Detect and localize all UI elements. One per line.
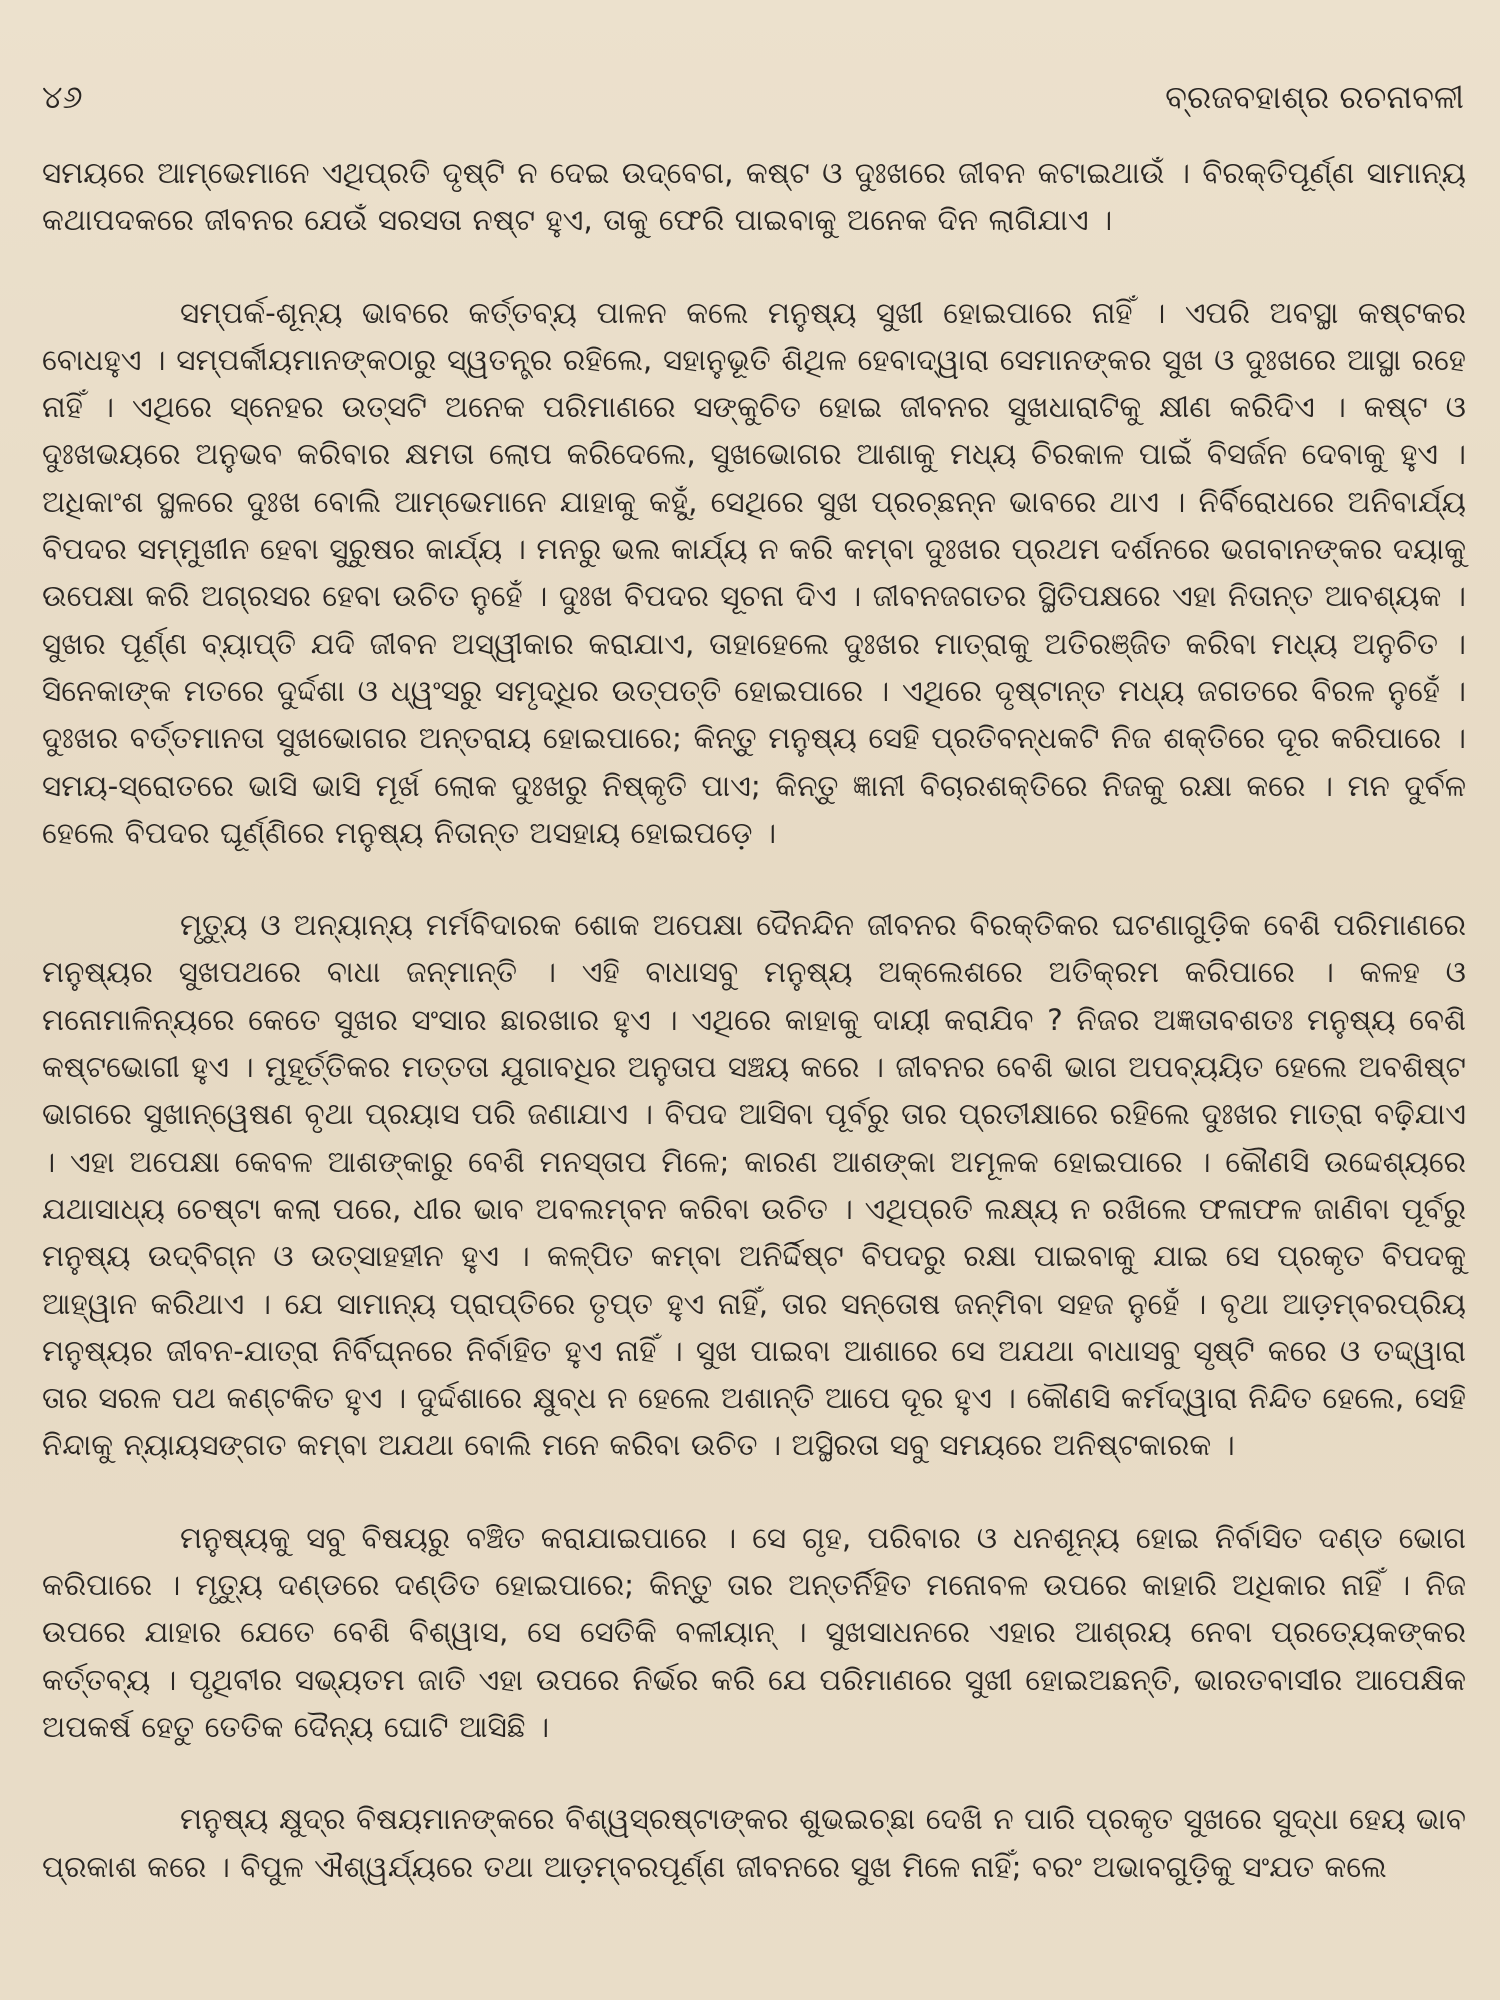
paragraph-2: ସମ୍ପର୍କ-ଶୂନ୍ୟ ଭାବରେ କର୍ତ୍ତବ୍ୟ ପାଳନ କଲେ ମନୁଷ୍ୟ ସୁଖୀ ହୋଇପାରେ ନାହିଁ । ଏପରି ଅବସ୍ଥା କଷ୍ଟକର ବୋଧହୁଏ । ସମ୍ପର୍କୀୟମାନଙ୍କଠାରୁ ସ୍ୱତନ୍ତ୍ର ରହିଲେ, ସହାନୁଭୂତି ଶିଥିଳ ହେବାଦ୍ୱାରା ସେମାନଙ୍କର ସୁଖ ଓ ଦୁଃଖରେ ଆସ୍ଥା ରହେ ନାହିଁ । ଏଥିରେ ସ୍ନେହର ଉତ୍ସଟି ଅନେକ ପରିମାଣରେ ସଙ୍କୁଚିତ ହୋଇ ଜୀବନର ସୁଖଧାରାଟିକୁ କ୍ଷୀଣ କରିଦିଏ । କଷ୍ଟ ଓ ଦୁଃଖଭୟରେ ଅନୁଭବ କରିବାର କ୍ଷମତା ଲୋପ କରିଦେଲେ, ସୁଖଭୋଗର ଆଶାକୁ ମଧ୍ୟ ଚିରକାଳ ପାଇଁ ବିସର୍ଜନ ଦେବାକୁ ହୁଏ । ଅଧିକାଂଶ ସ୍ଥଳରେ ଦୁଃଖ ବୋଲି ଆମ୍ଭେମାନେ ଯାହାକୁ କହୁଁ, ସେଥିରେ ସୁଖ ପ୍ରଚ୍ଛନ୍ନ ଭାବରେ ଥାଏ । ନିର୍ବିରୋଧରେ ଅନିବାର୍ଯ୍ୟ ବିପଦର ସମ୍ମୁଖୀନ ହେବା ସୁରୁଷର କାର୍ଯ୍ୟ । ମନରୁ ଭଲ କାର୍ଯ୍ୟ ନ କରି କମ୍ବା ଦୁଃଖର ପ୍ରଥମ ଦର୍ଶନରେ ଭଗବାନଙ୍କର ଦୟାକୁ ଉପେକ୍ଷା କରି ଅଗ୍ରସର ହେବା ଉଚିତ ନୁହେଁ । ଦୁଃଖ ବିପଦର ସୂଚନା ଦିଏ । ଜୀବନଜଗତର ସ୍ଥିତିପକ୍ଷରେ ଏହା ନିତାନ୍ତ ଆବଶ୍ୟକ । ସୁଖର ପୂର୍ଣ୍ଣ ବ୍ୟାପ୍ତି ଯଦି ଜୀବନ ଅସ୍ୱୀକାର କରାଯାଏ, ତାହାହେଲେ ଦୁଃଖର ମାତ୍ରାକୁ ଅତିରଞ୍ଜିତ କରିବା ମଧ୍ୟ ଅନୁଚିତ । ସିନେକାଙ୍କ ମତରେ ଦୁର୍ଦ୍ଦଶା ଓ ଧ୍ୱଂସରୁ ସମୃଦ୍ଧିର ଉତ୍ପତ୍ତି ହୋଇପାରେ । ଏଥିରେ ଦୃଷ୍ଟାନ୍ତ ମଧ୍ୟ ଜଗତରେ ବିରଳ ନୁହେଁ । ଦୁଃଖର ବର୍ତ୍ତମାନତା ସୁଖଭୋଗର ଅନ୍ତରାୟ ହୋଇପାରେ; କିନ୍ତୁ ମନୁଷ୍ୟ ସେହି ପ୍ରତିବନ୍ଧକଟି ନିଜ ଶକ୍ତିରେ ଦୂର କରିପାରେ । ସମୟ-ସ୍ରୋତରେ ଭାସି ଭାସି ମୂର୍ଖ ଲୋକ ଦୁଃଖରୁ ନିଷ୍କୃତି ପାଏ; କିନ୍ତୁ ଜ୍ଞାନୀ ବିଚାରଶକ୍ତିରେ ନିଜକୁ ରକ୍ଷା କରେ । ମନ ଦୁର୍ବଳ ହେଲେ ବିପଦର ଘୂର୍ଣ୍ଣିରେ ମନୁଷ୍ୟ ନିତାନ୍ତ ଅସହାୟ ହୋଇପଡ଼େ । bbox=[42, 295, 1466, 850]
page-number: ୪୬ bbox=[42, 78, 83, 116]
running-header bbox=[42, 72, 1464, 122]
paragraph-4: ମନୁଷ୍ୟକୁ ସବୁ ବିଷୟରୁ ବଞ୍ଚିତ କରାଯାଇପାରେ । ସେ ଗୃହ, ପରିବାର ଓ ଧନଶୂନ୍ୟ ହୋଇ ନିର୍ବାସିତ ଦଣ୍ଡ ଭୋଗ କରିପାରେ । ମୃତ୍ୟୁ ଦଣ୍ଡରେ ଦଣ୍ଡିତ ହୋଇପାରେ; କିନ୍ତୁ ତାର ଅନ୍ତର୍ନିହିତ ମନୋବଳ ଉପରେ କାହାରି ଅଧିକାର ନାହିଁ । ନିଜ ଉପରେ ଯାହାର ଯେତେ ବେଶି ବିଶ୍ୱାସ, ସେ ସେତିକି ବଳୀୟାନ୍ । ସୁଖସାଧନରେ ଏହାର ଆଶ୍ରୟ ନେବା ପ୍ରତ୍ୟେକଙ୍କର କର୍ତ୍ତବ୍ୟ । ପୃଥିବୀର ସଭ୍ୟତମ ଜାତି ଏହା ଉପରେ ନିର୍ଭର କରି ଯେ ପରିମାଣରେ ସୁଖୀ ହୋଇଅଛନ୍ତି, ଭାରତବାସୀର ଆପେକ୍ଷିକ ଅପକର୍ଷ ହେତୁ ତେତିକ ଦୈନ୍ୟ ଘୋଟି ଆସିଛି । bbox=[42, 1520, 1466, 1744]
paragraph-3: ମୃତ୍ୟୁ ଓ ଅନ୍ୟାନ୍ୟ ମର୍ମବିଦାରକ ଶୋକ ଅପେକ୍ଷା ଦୈନନ୍ଦିନ ଜୀବନର ବିରକ୍ତିକର ଘଟଣାଗୁଡ଼ିକ ବେଶି ପରିମାଣରେ ମନୁଷ୍ୟର ସୁଖପଥରେ ବାଧା ଜନ୍ମାନ୍ତି । ଏହି ବାଧାସବୁ ମନୁଷ୍ୟ ଅକ୍ଲେଶରେ ଅତିକ୍ରମ କରିପାରେ । କଳହ ଓ ମନୋମାଳିନ୍ୟରେ କେତେ ସୁଖର ସଂସାର ଛାରଖାର ହୁଏ । ଏଥିରେ କାହାକୁ ଦାୟୀ କରାଯିବ ? ନିଜର ଅଜ୍ଞତାବଶତଃ ମନୁଷ୍ୟ ବେଶି କଷ୍ଟଭୋଗୀ ହୁଏ । ମୁହୂର୍ତ୍ତିକର ମତ୍ତତା ଯୁଗାବଧିର ଅନୁତାପ ସଞ୍ଚୟ କରେ । ଜୀବନର ବେଶି ଭାଗ ଅପବ୍ୟୟିତ ହେଲେ ଅବଶିଷ୍ଟ ଭାଗରେ ସୁଖାନ୍ୱେଷଣ ବୃଥା ପ୍ରୟାସ ପରି ଜଣାଯାଏ । ବିପଦ ଆସିବା ପୂର୍ବରୁ ତାର ପ୍ରତୀକ୍ଷାରେ ରହିଲେ ଦୁଃଖର ମାତ୍ରା ବଢ଼ିଯାଏ । ଏହା ଅପେକ୍ଷା କେବଳ ଆଶଙ୍କାରୁ ବେଶି ମନସ୍ତାପ ମିଳେ; କାରଣ ଆଶଙ୍କା ଅମୂଳକ ହୋଇପାରେ । କୌଣସି ଉଦ୍ଦେଶ୍ୟରେ ଯଥାସାଧ୍ୟ ଚେଷ୍ଟା କଲା ପରେ, ଧୀର ଭାବ ଅବଲମ୍ବନ କରିବା ଉଚିତ । ଏଥିପ୍ରତି ଲକ୍ଷ୍ୟ ନ ରଖିଲେ ଫଳାଫଳ ଜାଣିବା ପୂର୍ବରୁ ମନୁଷ୍ୟ ଉଦ୍‌ବିଗ୍ନ ଓ ଉତ୍ସାହହୀନ ହୁଏ । କଳ୍ପିତ କମ୍ବା ଅନିର୍ଦ୍ଦିଷ୍ଟ ବିପଦରୁ ରକ୍ଷା ପାଇବାକୁ ଯାଇ ସେ ପ୍ରକୃତ ବିପଦକୁ ଆହ୍ୱାନ କରିଥାଏ । ଯେ ସାମାନ୍ୟ ପ୍ରାପ୍ତିରେ ତୃପ୍ତ ହୁଏ ନାହିଁ, ତାର ସନ୍ତୋଷ ଜନ୍ମିବା ସହଜ ନୁହେଁ । ବୃଥା ଆଡ଼ମ୍ବରପ୍ରିୟ ମନୁଷ୍ୟର ଜୀବନ-ଯାତ୍ରା ନିର୍ବିଘ୍ନରେ ନିର୍ବାହିତ ହୁଏ ନାହିଁ । ସୁଖ ପାଇବା ଆଶାରେ ସେ ଅଯଥା ବାଧାସବୁ ସୃଷ୍ଟି କରେ ଓ ତଦ୍ଦ୍ୱାରା ତାର ସରଳ ପଥ କଣ୍ଟକିତ ହୁଏ । ଦୁର୍ଦ୍ଦଶାରେ କ୍ଷୁବ୍ଧ ନ ହେଲେ ଅଶାନ୍ତି ଆପେ ଦୂର ହୁଏ । କୌଣସି କର୍ମଦ୍ୱାରା ନିନ୍ଦିତ ହେଲେ, ସେହି ନିନ୍ଦାକୁ ନ୍ୟାୟସଙ୍ଗତ କମ୍ବା ଅଯଥା ବୋଲି ମନେ କରିବା ଉଚିତ । ଅସ୍ଥିରତା ସବୁ ସମୟରେ ଅନିଷ୍ଟକାରକ । bbox=[42, 908, 1466, 1463]
book-title: ବ୍ରଜବହାଶ୍ର ରଚନାବଳୀ bbox=[1165, 78, 1464, 116]
paragraph-5: ମନୁଷ୍ୟ କ୍ଷୁଦ୍ର ବିଷୟମାନଙ୍କରେ ବିଶ୍ୱସ୍ରଷ୍ଟାଙ୍କର ଶୁଭଇଚ୍ଛା ଦେଖି ନ ପାରି ପ୍ରକୃତ ସୁଖରେ ସୁଦ୍ଧା ହେୟ ଭାବ ପ୍ରକାଶ କରେ । ବିପୁଳ ଐଶ୍ୱର୍ଯ୍ୟରେ ତଥା ଆଡ଼ମ୍ବରପୂର୍ଣ୍ଣ ଜୀବନରେ ସୁଖ ମିଳେ ନାହିଁ; ବରଂ ଅଭାବଗୁଡ଼ିକୁ ସଂଯତ କଲେ bbox=[42, 1802, 1466, 1884]
paragraph-1: ସମୟରେ ଆମ୍ଭେମାନେ ଏଥିପ୍ରତି ଦୃଷ୍ଟି ନ ଦେଇ ଉଦ୍‌ବେଗ, କଷ୍ଟ ଓ ଦୁଃଖରେ ଜୀବନ କଟାଇଥାଉଁ । ବିରକ୍ତିପୂର୍ଣ୍ଣ ସାମାନ୍ୟ କଥାପଦକରେ ଜୀବନର ଯେଉଁ ସରସତା ନଷ୍ଟ ହୁଏ, ତାକୁ ଫେରି ପାଇବାକୁ ଅନେକ ଦିନ ଲାଗିଯାଏ । bbox=[42, 156, 1466, 238]
body-text bbox=[42, 150, 1466, 1891]
